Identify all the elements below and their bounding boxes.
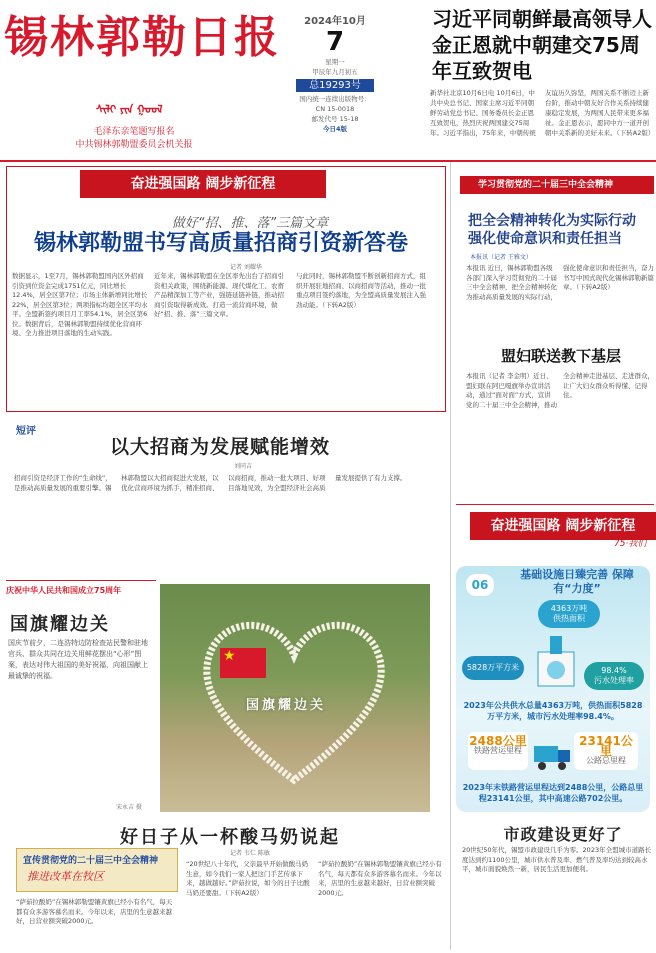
info-bubble-heat [462,656,524,680]
right-a-headline[interactable]: 把全会精神转化为实际行动 强化使命意识和责任担当 [468,213,636,247]
info-c1-lab: 铁路营运里程 [474,746,522,755]
section-e-headline[interactable]: 市政建设更好了 [503,825,623,844]
section-a-body-col1: 数据显示，1至7月，锡林郭勒盟国内区外招商引资到位资金完成1751亿元，同比增长12.4%，居全区第7位；市场主体新增同比增长22%，居全区第3位；两项指标均超全区平均水平。全盟新签约项目月工率54.1%，居全区第6位。数据背后，是锡林郭勒盟持续优化营商环境、全力推进项目落地的生动实践。 [12,272,148,337]
info-line1: 2023年公共供水总量4363万吨，供热面积5828万平方米，城市污水处理率98.4%。 [463,701,643,721]
masthead-mongolian: ᠰᠢᠯᠢ ᠶᠢᠨ ᠭᠣᠣᠯ [96,103,163,116]
info-card-road [574,732,638,770]
flag-heart-photo [160,584,430,812]
national-flag-icon [220,648,266,678]
info-c2-lab: 公路总里程 [586,756,626,765]
section-e-watermark: 75·我们 [614,539,647,549]
right-bar: 学习贯彻党的二十届三中全会精神 [460,176,654,194]
column-divider [450,162,451,950]
info-title: 基础设施日臻完善 保障有“力度” [520,568,634,595]
masthead-divider [0,160,656,162]
section-a-body-col2: 近年来，锡林郭勒盟在全区率先出台了招商引资相关政策，围绕新能源、现代煤化工、农畜产品精深加工等产业，强链延链补链，推动招商引资取得新成效。打造一流营商环境，做好“招、推、落”三篇文章。 [154,272,284,318]
info-b1-val: 4363万吨 [550,604,588,613]
masthead-sub2: 中共锡林郭勒盟委员会机关报 [75,140,193,150]
section-d-headline[interactable]: 好日子从一杯酸马奶说起 [120,827,340,848]
date-block [292,12,378,150]
section-d-body-col3: “萨茹拉酸奶”在锡林郭勒盟镶黄旗已经小有名气，每天都有众多游客慕名而来。今年以来，店里的生意越来越好，日营业额突破2000元。 [318,860,442,897]
right-divider [456,504,654,505]
section-d-sub: 推进改革在牧区 [27,870,104,883]
info-b1-lab: 供热面积 [553,614,585,623]
section-a-headline[interactable]: 锡林郭勒盟书写高质量招商引资新答卷 [33,231,408,256]
info-b2-val: 5828万平方米 [466,663,520,672]
section-c-headline[interactable]: 国旗耀边关 [10,614,110,635]
issue-code: 国内统一连续出版物号： [299,95,371,103]
section-c-credit: 宋永吉 摄 [116,804,142,811]
short-review-headline[interactable]: 以大招商为发展赋能增效 [109,436,330,458]
water-tower-icon [528,632,584,692]
photo-caption: 国旗耀边关 [246,698,327,713]
info-number: 06 [466,574,494,596]
lead-headline[interactable]: 习近平同朝鲜最高领导人金正恩就中朝建交75周年互致贺电 [432,7,652,83]
section-d-body-col2: “20世纪八十年代，父亲最早开始做酸马奶生意，如今我们一家人把这门手艺传承下来，越做越好。”萨茹拉说，如今的日子比酸马奶还要甜。（下转A2版） [186,860,310,897]
section-e-banner: 奋进强国路 阔步新征程 [470,512,656,540]
right-a-byline: 本报讯（记者 王雅文） [470,254,532,261]
info-c1-val: 2488公里 [469,734,527,748]
info-card-rail [468,732,528,770]
truck-icon [532,736,572,772]
section-d-body-col1: “萨茹拉酸奶”在锡林郭勒盟镶黄旗已经小有名气，每天都有众多游客慕名而来。今年以来，店里的生意越来越好，日营业额突破2000元。 [16,898,173,925]
info-b3-val: 98.4% [601,666,627,675]
right-b-headline[interactable]: 盟妇联送教下基层 [500,347,621,365]
info-c2-val: 23141公里 [579,734,633,758]
short-review-label: 短评 [16,426,36,437]
section-c-rule [6,580,156,581]
issue-cn: CN 15-0018 [315,105,355,113]
section-a-kicker: 做好“招、推、落”三篇文章 [171,216,329,231]
section-d-byline: 记者 韦仁 陈敏 [230,850,270,857]
masthead-title: 锡林郭勒日报 [4,12,280,63]
lead-body: 新华社北京10月6日电 10月6日，中共中央总书记、国家主席习近平同朝鲜劳动党总书记、国务委员长金正恩互致贺电，热烈庆祝两国建交75周年。习近平指出，75年来，中朝传统友谊历久弥坚，两国关系不断迈上新台阶，推动中朝友好合作关系持续健康稳定发展，为两国人民带来更多福祉。金正恩表示，愿同中方一道开创朝中关系新的美好未来。（下转A2版） [430,89,655,137]
right-b-body: 本报讯（记者 李金明）近日，盟妇联在阿巴嘎旗举办宣讲活动，通过“面对面”方式，宣讲党的二十届三中全会精神，推动全会精神走进基层、走进群众，让广大妇女群众听得懂、记得住。 [466,372,654,409]
infographic-panel [456,566,650,812]
masthead-subtitle [70,126,198,152]
issue-number: 总19293号 [296,79,374,92]
info-bubble-water [538,600,600,628]
right-a-body: 本报讯 近日，锡林郭勒盟各级各部门深入学习贯彻党的二十届三中全会精神，把全会精神转化为推动高质量发展的实际行动，强化使命意识和责任担当，奋力书写中国式现代化锡林郭勒新篇章。（下转A2版） [466,264,654,301]
section-a-byline: 记者 刘耀华 [230,264,262,271]
section-a-body-col3: 与此同时，锡林郭勒盟不断创新招商方式，组织开展驻地招商、以商招商等活动，推动一批重点项目签约落地，为全盟高质量发展注入强劲动能。（下转A2版） [296,272,426,309]
section-a-banner: 奋进强国路 阔步新征程 [80,170,326,198]
section-d-subbanner [16,848,178,892]
section-e-body: 20世纪50年代，锡盟市政建设几乎为零。2023年全盟城市道路长度达到约1100公里，城市供水普及率、燃气普及率均达到较高水平，城市面貌焕然一新，居民生活更加便利。 [462,846,652,873]
short-review-body: 招商引资是经济工作的“生命线”，是推动高质量发展的重要引擎。锡林郭勒盟以大招商促进大发展，以优化营商环境为抓手，精准招商、以商招商，推动一批大项目、好项目落地见效，为全盟经济社会高质量发展提供了有力支撑。 [14,474,407,492]
issue-pages: 今日4版 [322,125,348,133]
date-day: 7 [325,27,345,57]
date-year-month: 2024年10月 [304,16,366,27]
section-c-tag: 庆祝中华人民共和国成立75周年 [6,586,122,595]
short-review-byline: 刘同吉 [234,463,253,470]
info-b3-lab: 污水处理率 [594,676,634,685]
info-line2: 2023年末铁路营运里程达到2488公里，公路总里程23141公里，其中高速公路702公里。 [462,783,644,803]
issue-edition: 邮发代号 15-18 [311,115,359,123]
section-c-body: 国庆节前夕，二连浩特边防检查站民警和驻地官兵、群众共同在边关用鲜花摆出“心形”图案，表达对伟大祖国的美好祝福，向祖国献上最诚挚的祝福。 [8,639,148,680]
masthead-sub1: 毛泽东亲笔题写报名 [93,127,175,137]
date-lunar: 甲辰年九月初五 [312,68,358,76]
info-bubble-sewage [584,662,644,690]
date-weekday: 星期一 [325,58,345,66]
section-d-tag: 宣传贯彻党的二十届三中全会精神 [23,856,159,866]
